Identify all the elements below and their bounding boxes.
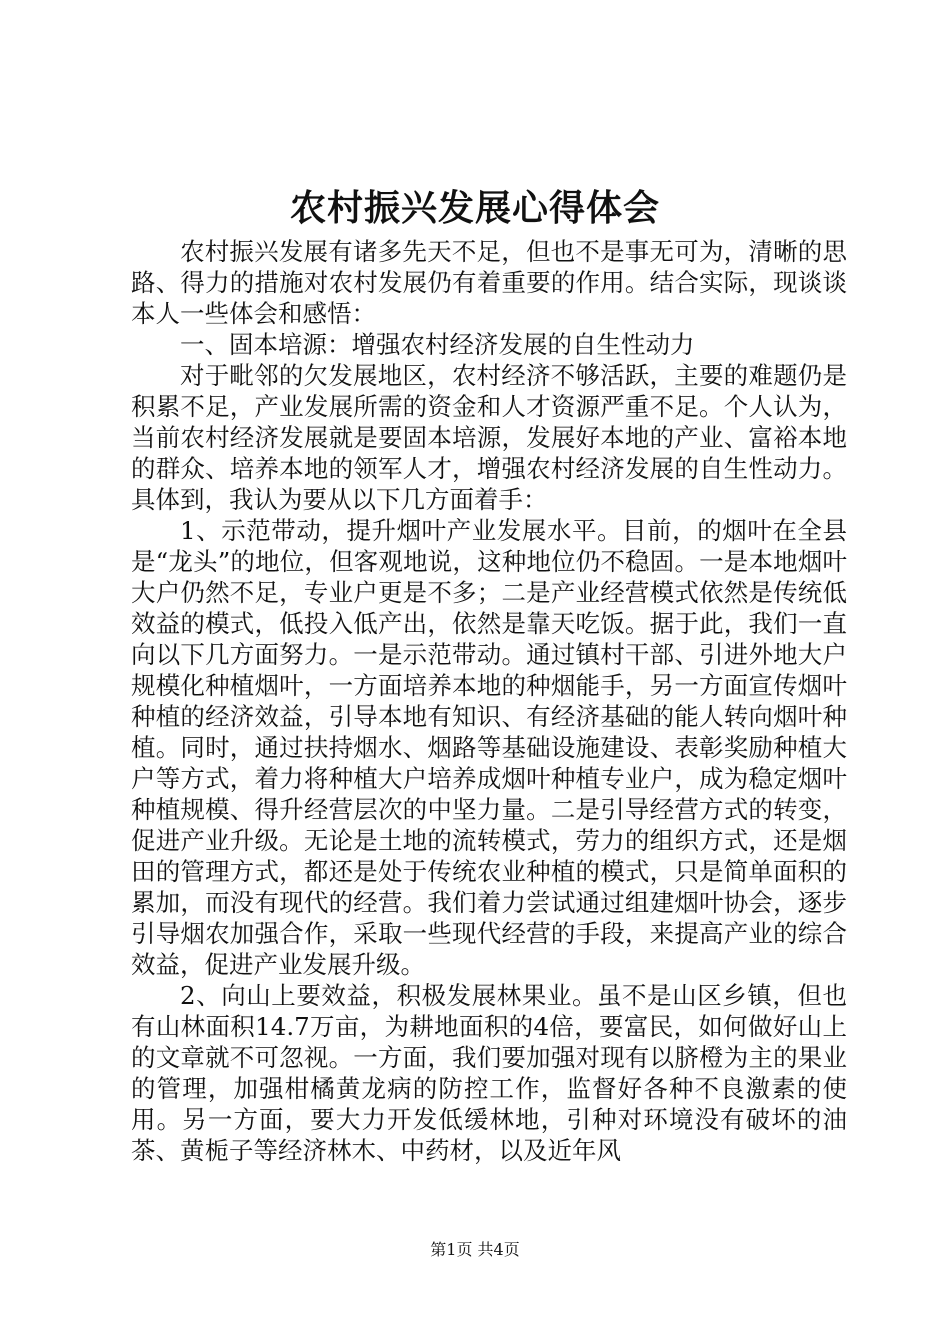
section-heading-1: 一、固本培源：增强农村经济发展的自生性动力 xyxy=(180,330,695,359)
paragraph-item-2: 2、向山上要效益，积极发展林果业。虽不是山区乡镇，但也有山林面积14.7万亩，为耕地面积的4倍，要富民，如何做好山上的文章就不可忽视。一方面，我们要加强对现有以脐橙为主的果业的管理，加强柑橘黄龙病的防控工作，监督好各种不良激素的使用。另一方面，要大力开发低缓林地，引种对环境没有破坏的油茶、黄栀子等经济林木、中药材，以及近年风 xyxy=(131,981,847,1165)
document-body xyxy=(131,236,847,1166)
page-number-footer: 第1页 共4页 xyxy=(430,1240,520,1259)
paragraph-item-1: 1、示范带动，提升烟叶产业发展水平。目前，的烟叶在全县是“龙头”的地位，但客观地说，这种地位仍不稳固。一是本地烟叶大户仍然不足，专业户更是不多；二是产业经营模式依然是传统低效益的模式，低投入低产出，依然是靠天吃饭。据于此，我们一直向以下几方面努力。一是示范带动。通过镇村干部、引进外地大户规模化种植烟叶，一方面培养本地的种烟能手，另一方面宣传烟叶种植的经济效益，引导本地有知识、有经济基础的能人转向烟叶种植。同时，通过扶持烟水、烟路等基础设施建设、表彰奖励种植大户等方式，着力将种植大户培养成烟叶种植专业户，成为稳定烟叶种植规模、得升经营层次的中坚力量。二是引导经营方式的转变，促进产业升级。无论是土地的流转模式，劳力的组织方式，还是烟田的管理方式，都还是处于传统农业种植的模式，只是简单面积的累加，而没有现代的经营。我们着力尝试通过组建烟叶协会，逐步引导烟农加强合作，采取一些现代经营的手段，来提高产业的综合效益，促进产业发展升级。 xyxy=(131,516,847,979)
paragraph-intro: 农村振兴发展有诸多先天不足，但也不是事无可为，清晰的思路、得力的措施对农村发展仍有着重要的作用。结合实际，现谈谈本人一些体会和感悟： xyxy=(131,237,847,328)
paragraph-section-1: 对于毗邻的欠发展地区，农村经济不够活跃，主要的难题仍是积累不足，产业发展所需的资金和人才资源严重不足。个人认为，当前农村经济发展就是要固本培源，发展好本地的产业、富裕本地的群众、培养本地的领军人才，增强农村经济发展的自生性动力。具体到，我认为要从以下几方面着手： xyxy=(131,361,847,514)
document-title: 农村振兴发展心得体会 xyxy=(289,187,660,229)
